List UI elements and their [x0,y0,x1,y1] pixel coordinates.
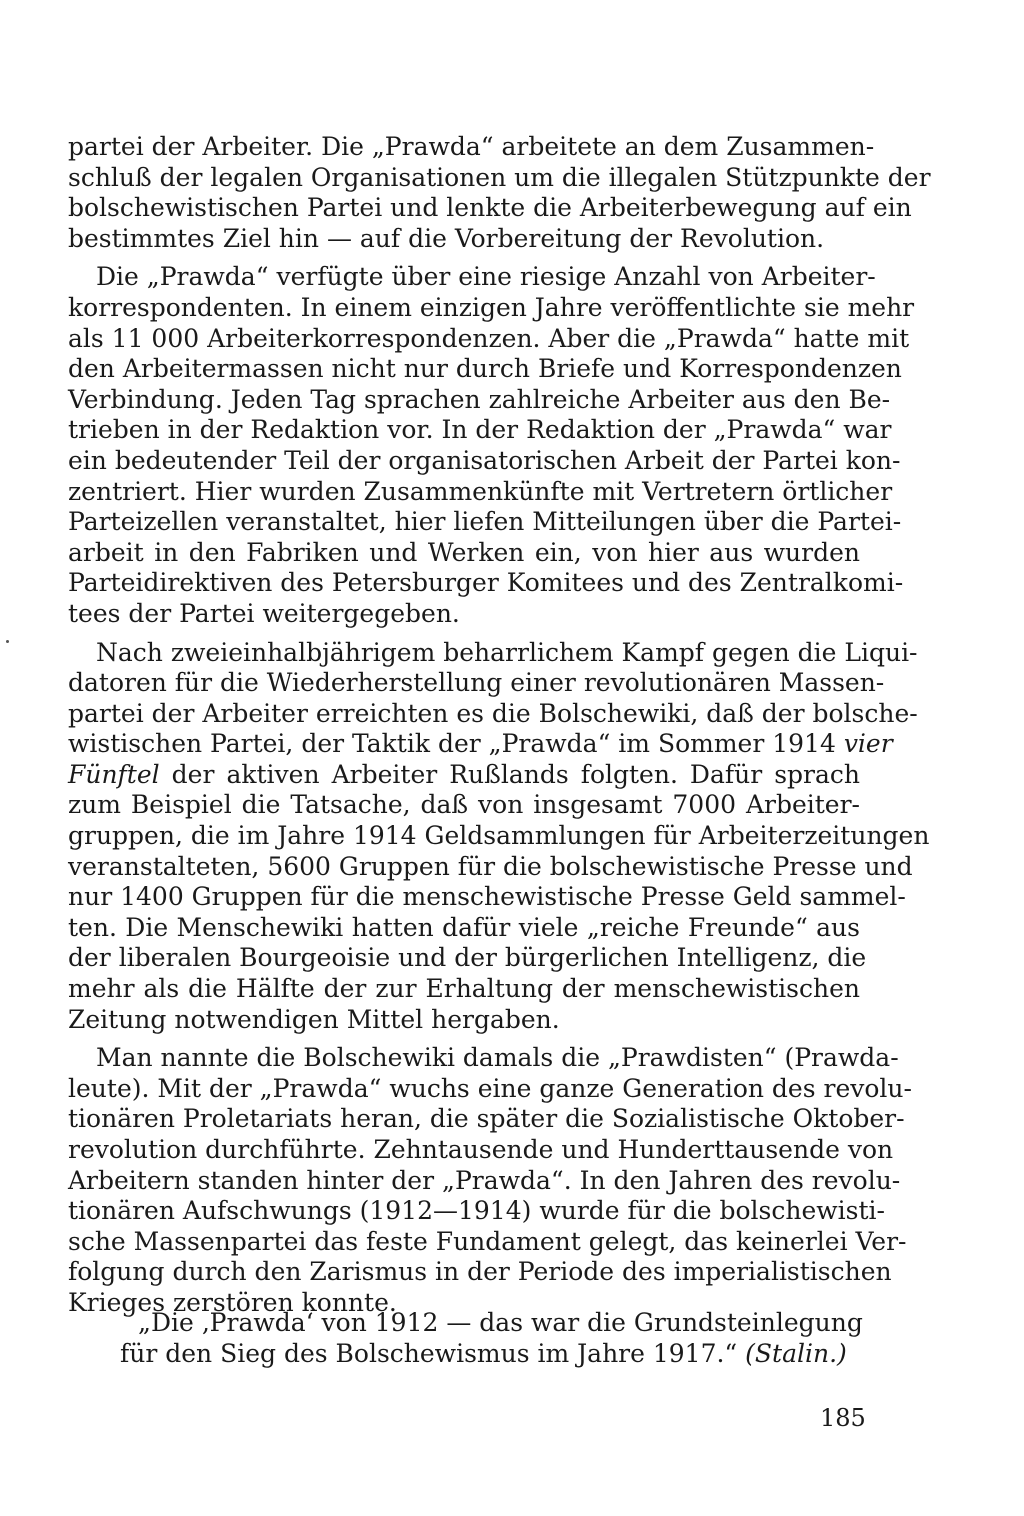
paragraph-2 [68,262,915,629]
paragraph-3 [68,637,930,1036]
text-line: sche Massenpartei das feste Fundament gelegt, das keinerlei Ver- [68,1226,907,1256]
text-line: revolution durchführte. Zehntausende und Hunderttausende von [68,1135,894,1164]
text-line: ten. Die Menschewiki hatten dafür viele „reiche Freunde“ aus [68,912,860,942]
text-segment: der aktiven Arbeiter Rußlands folgten. Dafür sprach [159,759,860,789]
page-number: 185 [820,1404,866,1432]
text-line: korrespondenten. In einem einzigen Jahre veröffentlichte sie mehr [68,292,915,322]
text-line: den Arbeitermassen nicht nur durch Briefe und Korrespondenzen [68,354,902,384]
text-line: Zeitung notwendigen Mittel hergaben. [68,1004,560,1034]
text-line: bestimmtes Ziel hin — auf die Vorbereitung der Revolution. [68,223,825,253]
text-line [68,760,860,791]
quote-line [68,1339,860,1370]
emphasis-text: vier [843,729,893,759]
body-text [68,132,931,1327]
emphasis-text: Fünftel [68,759,160,789]
text-line: als 11 000 Arbeiterkorrespondenzen. Aber die „Prawda“ hatte mit [68,323,910,353]
text-line: Man nannte die Bolschewiki damals die „Prawdisten“ (Prawda- [96,1043,899,1073]
text-line: trieben in der Redaktion vor. In der Redaktion der „Prawda“ war [68,415,892,445]
text-line: tionären Aufschwungs (1912—1914) wurde für die bolschewisti- [68,1196,885,1226]
text-line: datoren für die Wiederherstellung einer revolutionären Massen- [68,668,885,698]
paragraph-4 [68,1043,912,1318]
text-line: mehr als die Hälfte der zur Erhaltung der menschewistischen [68,974,860,1004]
text-line: leute). Mit der „Prawda“ wuchs eine ganze Generation des revolu- [68,1073,912,1103]
text-line: partei der Arbeiter. Die „Prawda“ arbeitete an dem Zusammen- [68,132,875,161]
text-line: Nach zweieinhalbjährigem beharrlichem Kampf gegen die Liqui- [96,637,918,667]
text-line: ein bedeutender Teil der organisatorischen Arbeit der Partei kon- [68,445,901,475]
text-line [68,729,893,760]
quote-attribution: (Stalin.) [745,1338,847,1368]
text-line: arbeit in den Fabriken und Werken ein, von hier aus wurden [68,537,860,567]
text-line: tionären Proletariats heran, die später die Sozialistische Oktober- [68,1104,905,1134]
text-line: schluß der legalen Organisationen um die illegalen Stützpunkte der [68,162,931,192]
quote-text: für den Sieg des Bolschewismus im Jahre 1917.“ [120,1338,746,1368]
stalin-quote [68,1308,863,1369]
text-line: Parteizellen veranstaltet, hier liefen Mitteilungen über die Partei- [68,507,902,537]
text-line: gruppen, die im Jahre 1914 Geldsammlungen für Arbeiterzeitungen [68,821,930,851]
quote-line: „Die ‚Prawda‘ von 1912 — das war die Grundsteinlegung [138,1308,863,1337]
text-line: veranstalteten, 5600 Gruppen für die bolschewistische Presse und [68,851,913,881]
text-line: nur 1400 Gruppen für die menschewistische Presse Geld sammel- [68,882,906,912]
text-line: bolschewistischen Partei und lenkte die Arbeiterbewegung auf ein [68,193,912,223]
text-line: partei der Arbeiter erreichten es die Bolschewiki, daß der bolsche- [68,698,918,728]
text-line: der liberalen Bourgeoisie und der bürgerlichen Intelligenz, die [68,943,867,973]
text-segment: wistischen Partei, der Taktik der „Prawda“ im Sommer 1914 [68,729,844,759]
text-line: zum Beispiel die Tatsache, daß von insgesamt 7000 Arbeiter- [68,790,860,820]
text-line: Arbeitern standen hinter der „Prawda“. In den Jahren des revolu- [68,1165,901,1195]
text-line: Die „Prawda“ verfügte über eine riesige Anzahl von Arbeiter- [96,262,876,292]
text-line: folgung durch den Zarismus in der Periode des imperialistischen [68,1257,892,1287]
paragraph-1 [68,132,931,254]
text-line: Krieges zerstören konnte. [68,1287,397,1317]
text-line: zentriert. Hier wurden Zusammenkünfte mit Vertretern örtlicher [68,476,893,506]
text-line: Verbindung. Jeden Tag sprachen zahlreiche Arbeiter aus den Be- [68,384,891,414]
scan-speck [6,640,9,643]
text-line: tees der Partei weitergegeben. [68,598,460,628]
text-line: Parteidirektiven des Petersburger Komitees und des Zentralkomi- [68,568,904,598]
